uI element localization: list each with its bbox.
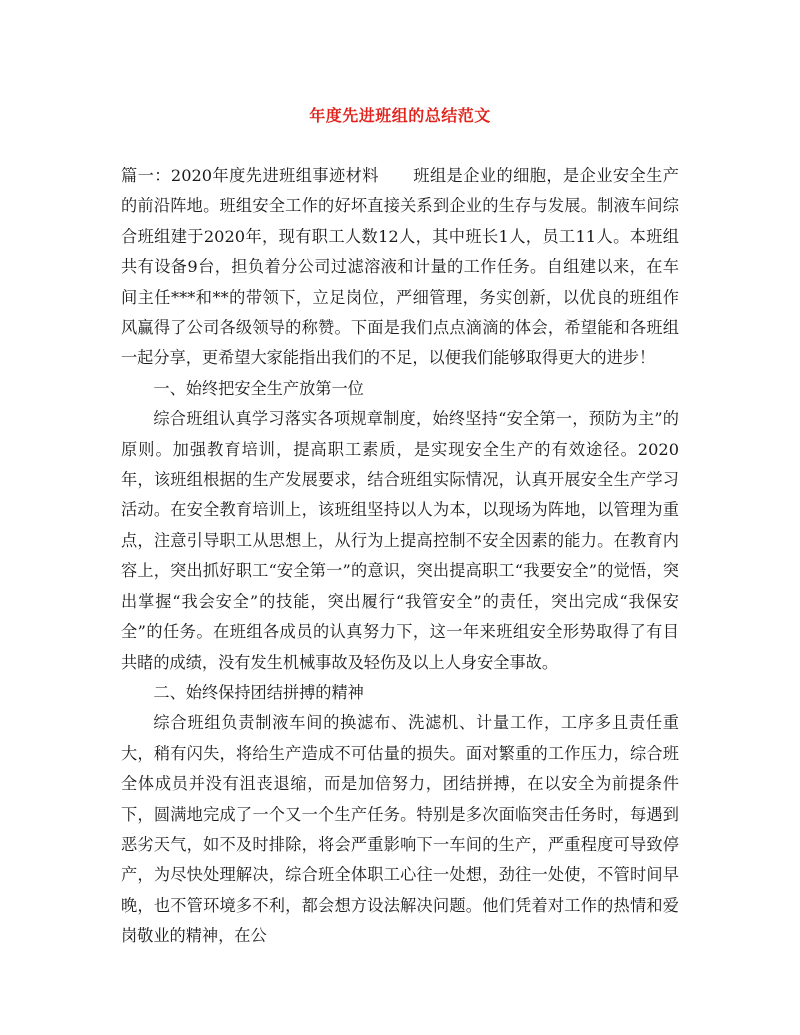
section-2-paragraph: 综合班组负责制液车间的换滤布、洗滤机、计量工作，工序多且责任重大，稍有闪失，将给生产造成不可估量的损失。面对繁重的工作压力，综合班全体成员并没有沮丧退缩，而是加倍努力，团结拼搏，在以安全为前提条件下，圆满地完成了一个又一个生产任务。特别是多次面临突击任务时，每遇到恶劣天气，如不及时排除，将会严重影响下一车间的生产，严重程度可导致停产，为尽快处理解决，综合班全体职工心往一处想，劲往一处使，不管时间早晚，也不管环境多不利，都会想方设法解决问题。他们凭着对工作的热情和爱岗敬业的精神，在公 — [121, 713, 679, 946]
document-title: 年度先进班组的总结范文 — [309, 106, 491, 125]
section-2-heading: 二、始终保持团结拼搏的精神 — [153, 682, 364, 702]
intro-paragraph — [121, 161, 679, 374]
document-body — [121, 161, 679, 952]
section-1-heading: 一、始终把安全生产放第一位 — [153, 378, 364, 398]
intro-label: 篇一：2020年度先进班组事迹材料 — [121, 166, 379, 185]
intro-text: 班组是企业的细胞，是企业安全生产的前沿阵地。班组安全工作的好坏直接关系到企业的生存与发展。制液车间综合班组建于2020年，现有职工人数12人，其中班长1人，员工11人。本班组共有设备9台，担负着分公司过滤溶液和计量的工作任务。自组建以来，在车间主任***和**的带领下，立足岗位，严细管理，务实创新，以优良的班组作风赢得了公司各级领导的称赞。下面是我们点点滴滴的体会，希望能和各班组一起分享，更希望大家能指出我们的不足，以便我们能够取得更大的进步！ — [121, 166, 679, 368]
section-1-paragraph: 综合班组认真学习落实各项规章制度，始终坚持“安全第一，预防为主”的原则。加强教育培训，提高职工素质，是实现安全生产的有效途径。2020年，该班组根据的生产发展要求，结合班组实际情况，认真开展安全生产学习活动。在安全教育培训上，该班组坚持以人为本，以现场为阵地，以管理为重点，注意引导职工从思想上，从行为上提高控制不安全因素的能力。在教育内容上，突出抓好职工“安全第一”的意识，突出提高职工“我要安全”的觉悟，突出掌握“我会安全”的技能，突出履行“我管安全”的责任，突出完成“我保安全”的任务。在班组各成员的认真努力下，这一年来班组安全形势取得了有目共睹的成绩，没有发生机械事故及轻伤及以上人身安全事故。 — [121, 409, 679, 672]
